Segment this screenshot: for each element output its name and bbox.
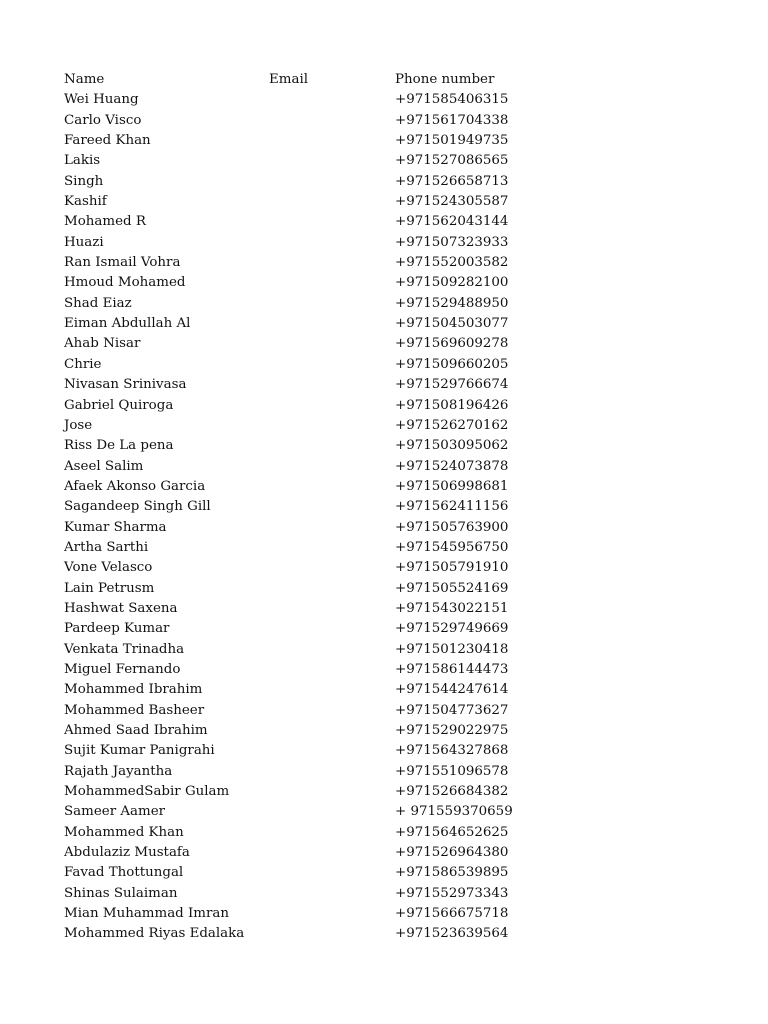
name-cell: Sujit Kumar Panigrahi (64, 743, 215, 759)
table-row (64, 151, 744, 171)
table-row (64, 172, 744, 192)
table-row (64, 253, 744, 273)
phone-cell: +971501230418 (395, 641, 509, 657)
table-row (64, 355, 744, 375)
email-cell (269, 131, 395, 151)
email-cell (269, 457, 395, 477)
name-cell: Pardeep Kumar (64, 621, 170, 637)
phone-cell: +971507323933 (395, 234, 509, 250)
phone-cell: +971505791910 (395, 560, 509, 576)
name-cell: Vone Velasco (64, 560, 153, 576)
phone-cell: +971585406315 (395, 92, 509, 108)
phone-cell: +971544247614 (395, 682, 509, 698)
phone-cell: +971509660205 (395, 356, 509, 372)
phone-cell: +971586539895 (395, 865, 509, 881)
phone-cell: +971545956750 (395, 539, 509, 555)
name-cell: Eiman Abdullah Al (64, 316, 191, 332)
phone-cell: +971503095062 (395, 438, 509, 454)
phone-cell: +971509282100 (395, 275, 509, 291)
table-row (64, 396, 744, 416)
email-cell (269, 111, 395, 131)
email-cell (269, 314, 395, 334)
table-row (64, 843, 744, 863)
table-row (64, 619, 744, 639)
phone-cell: +971586144473 (395, 661, 509, 677)
table-row (64, 782, 744, 802)
email-cell (269, 640, 395, 660)
table-row (64, 111, 744, 131)
phone-cell: +971562043144 (395, 214, 509, 230)
column-header-phone: Phone number (395, 72, 495, 87)
email-cell (269, 782, 395, 802)
email-cell (269, 416, 395, 436)
name-cell: Ahab Nisar (64, 336, 141, 352)
name-cell: Wei Huang (64, 92, 139, 108)
phone-cell: +971562411156 (395, 499, 509, 515)
column-header-name: Name (64, 72, 105, 87)
table-row (64, 131, 744, 151)
email-cell (269, 904, 395, 924)
email-cell (269, 90, 395, 110)
table-row (64, 741, 744, 761)
phone-cell: +971505763900 (395, 519, 509, 535)
name-cell: Lakis (64, 153, 101, 169)
phone-cell: +971504503077 (395, 316, 509, 332)
table-row (64, 762, 744, 782)
email-cell (269, 558, 395, 578)
email-cell (269, 151, 395, 171)
table-row (64, 314, 744, 334)
name-cell: Huazi (64, 234, 104, 250)
email-cell (269, 396, 395, 416)
email-cell (269, 762, 395, 782)
phone-cell: +971524073878 (395, 458, 509, 474)
phone-cell: +971529022975 (395, 723, 509, 738)
table-row (64, 680, 744, 700)
table-row (64, 436, 744, 456)
email-cell (269, 721, 395, 741)
table-row (64, 375, 744, 395)
phone-cell: +971508196426 (395, 397, 509, 413)
table-row (64, 334, 744, 354)
name-cell: MohammedSabir Gulam (64, 784, 230, 800)
name-cell: Abdulaziz Mustafa (64, 845, 190, 861)
phone-cell: +971523639564 (395, 926, 509, 942)
name-cell: Ahmed Saad Ibrahim (64, 723, 208, 738)
phone-cell: +971506998681 (395, 478, 509, 494)
phone-cell: +971526270162 (395, 417, 509, 433)
phone-cell: +971543022151 (395, 600, 509, 616)
name-cell: Mohamed R (64, 214, 146, 230)
name-cell: Fareed Khan (64, 133, 151, 149)
table-row (64, 640, 744, 660)
email-cell (269, 334, 395, 354)
email-cell (269, 497, 395, 517)
name-cell: Hmoud Mohamed (64, 275, 186, 291)
phone-cell: +971561704338 (395, 112, 509, 128)
email-cell (269, 619, 395, 639)
email-cell (269, 823, 395, 843)
name-cell: Afaek Akonso Garcia (64, 478, 206, 494)
email-cell (269, 741, 395, 761)
phone-cell: +971529749669 (395, 621, 509, 637)
phone-cell: +971552003582 (395, 255, 509, 271)
email-cell (269, 579, 395, 599)
email-cell (269, 253, 395, 273)
name-cell: Aseel Salim (64, 458, 144, 474)
table-row (64, 579, 744, 599)
email-cell (269, 294, 395, 314)
email-cell (269, 538, 395, 558)
table-row (64, 701, 744, 721)
email-cell (269, 924, 395, 944)
table-row (64, 802, 744, 822)
phone-cell: +971526658713 (395, 173, 509, 189)
email-cell (269, 436, 395, 456)
table-row (64, 497, 744, 517)
phone-cell: +971551096578 (395, 763, 509, 779)
name-cell: Artha Sarthi (64, 539, 149, 555)
phone-cell: +971564327868 (395, 743, 509, 759)
name-cell: Shad Eiaz (64, 295, 132, 311)
table-row (64, 233, 744, 253)
column-header-email: Email (269, 72, 309, 87)
table-body (64, 90, 744, 944)
table-row (64, 518, 744, 538)
table-row (64, 416, 744, 436)
email-cell (269, 680, 395, 700)
email-cell (269, 843, 395, 863)
phone-cell: +971524305587 (395, 194, 509, 210)
table-row (64, 273, 744, 293)
name-cell: Mian Muhammad Imran (64, 906, 230, 922)
table-header-row (64, 70, 744, 90)
table-row (64, 823, 744, 843)
phone-cell: +971526684382 (395, 784, 509, 800)
email-cell (269, 192, 395, 212)
table-row (64, 212, 744, 232)
phone-cell: +971504773627 (395, 702, 509, 718)
name-cell: Mohammed Riyas Edalaka (64, 926, 245, 942)
table-row (64, 538, 744, 558)
phone-cell: +971529766674 (395, 377, 509, 393)
name-cell: Lain Petrusm (64, 580, 155, 596)
name-cell: Ran Ismail Vohra (64, 255, 181, 271)
email-cell (269, 660, 395, 680)
table-row (64, 924, 744, 944)
table-row (64, 457, 744, 477)
email-cell (269, 212, 395, 232)
email-cell (269, 518, 395, 538)
phone-cell: + 971559370659 (395, 804, 513, 820)
name-cell: Sagandeep Singh Gill (64, 499, 211, 515)
table-row (64, 721, 744, 741)
email-cell (269, 233, 395, 253)
table-row (64, 90, 744, 110)
table-row (64, 863, 744, 883)
phone-cell: +971505524169 (395, 580, 509, 596)
email-cell (269, 375, 395, 395)
name-cell: Mohammed Khan (64, 824, 184, 840)
table-row (64, 294, 744, 314)
phone-cell: +971569609278 (395, 336, 509, 352)
name-cell: Nivasan Srinivasa (64, 377, 187, 393)
phone-cell: +971529488950 (395, 295, 509, 311)
name-cell: Riss De La pena (64, 438, 174, 454)
name-cell: Carlo Visco (64, 112, 142, 128)
email-cell (269, 477, 395, 497)
email-cell (269, 802, 395, 822)
name-cell: Mohammed Basheer (64, 702, 205, 718)
phone-cell: +971564652625 (395, 824, 509, 840)
table-row (64, 884, 744, 904)
email-cell (269, 355, 395, 375)
name-cell: Gabriel Quiroga (64, 397, 174, 413)
name-cell: Jose (64, 417, 93, 433)
name-cell: Favad Thottungal (64, 865, 184, 881)
name-cell: Sameer Aamer (64, 804, 166, 820)
name-cell: Singh (64, 173, 104, 189)
name-cell: Kashif (64, 194, 107, 210)
phone-cell: +971527086565 (395, 153, 509, 169)
name-cell: Venkata Trinadha (64, 641, 185, 657)
phone-cell: +971526964380 (395, 845, 509, 861)
email-cell (269, 273, 395, 293)
name-cell: Kumar Sharma (64, 519, 167, 535)
table-row (64, 599, 744, 619)
phone-cell: +971566675718 (395, 906, 509, 922)
email-cell (269, 701, 395, 721)
table-row (64, 192, 744, 212)
name-cell: Mohammed Ibrahim (64, 682, 203, 698)
table-row (64, 477, 744, 497)
name-cell: Shinas Sulaiman (64, 885, 178, 901)
phone-cell: +971501949735 (395, 133, 509, 149)
table-row (64, 904, 744, 924)
contact-table (64, 70, 744, 945)
email-cell (269, 172, 395, 192)
phone-cell: +971552973343 (395, 885, 509, 901)
name-cell: Hashwat Saxena (64, 600, 178, 616)
email-cell (269, 599, 395, 619)
email-cell (269, 863, 395, 883)
name-cell: Rajath Jayantha (64, 763, 173, 779)
table-row (64, 558, 744, 578)
email-cell (269, 884, 395, 904)
name-cell: Chrie (64, 356, 102, 372)
name-cell: Miguel Fernando (64, 661, 181, 677)
table-row (64, 660, 744, 680)
